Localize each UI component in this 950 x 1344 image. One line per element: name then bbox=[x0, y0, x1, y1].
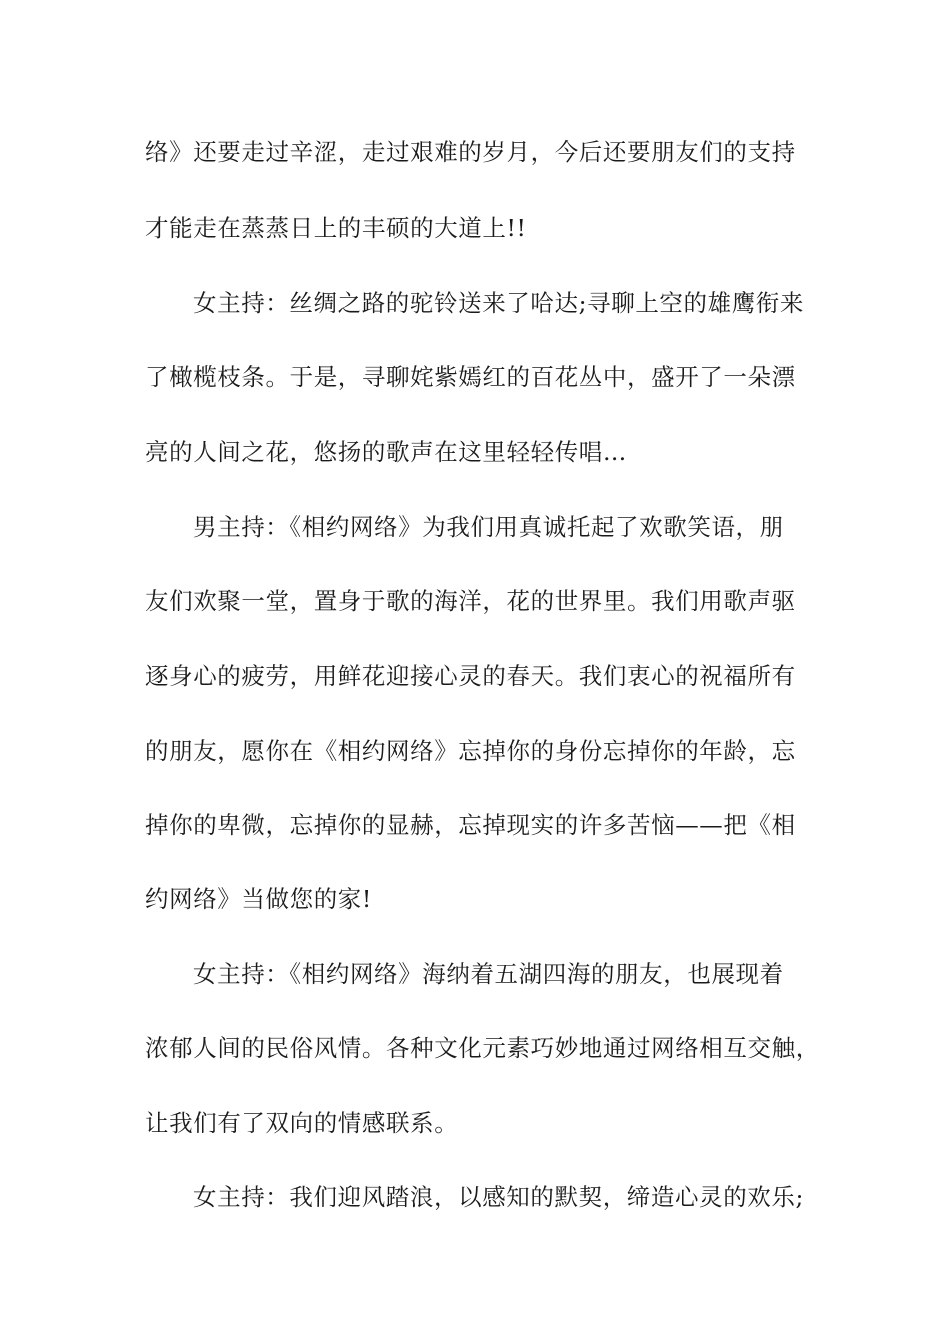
text-line: 逐身心的疲劳，用鲜花迎接心灵的春天。我们衷心的祝福所有 bbox=[145, 662, 796, 690]
text-line: 让我们有了双向的情感联系。 bbox=[145, 1109, 459, 1137]
text-line: 络》还要走过辛涩，走过艰难的岁月，今后还要朋友们的支持 bbox=[145, 138, 796, 166]
text-line: 友们欢聚一堂，置身于歌的海洋，花的世界里。我们用歌声驱 bbox=[145, 587, 796, 615]
text-line: 了橄榄枝条。于是，寻聊姹紫嫣红的百花丛中，盛开了一朵漂 bbox=[145, 363, 796, 391]
paragraph-start-line: 女主持：丝绸之路的驼铃送来了哈达;寻聊上空的雄鹰衔来 bbox=[193, 289, 805, 317]
text-line: 的朋友，愿你在《相约网络》忘掉你的身份忘掉你的年龄，忘 bbox=[145, 737, 796, 765]
paragraph-start-line: 女主持：《相约网络》海纳着五湖四海的朋友，也展现着 bbox=[193, 960, 784, 988]
text-line: 约网络》当做您的家! bbox=[145, 885, 372, 913]
paragraph-start-line: 女主持：我们迎风踏浪，以感知的默契，缔造心灵的欢乐; bbox=[193, 1183, 805, 1211]
text-line: 亮的人间之花，悠扬的歌声在这里轻轻传唱… bbox=[145, 438, 627, 466]
text-line: 才能走在蒸蒸日上的丰硕的大道上!! bbox=[145, 214, 527, 242]
paragraph-start-line: 男主持：《相约网络》为我们用真诚托起了欢歌笑语，朋 bbox=[193, 513, 784, 541]
text-line: 浓郁人间的民俗风情。各种文化元素巧妙地通过网络相互交触， bbox=[145, 1034, 820, 1062]
text-line: 掉你的卑微，忘掉你的显赫，忘掉现实的许多苦恼——把《相 bbox=[145, 811, 796, 839]
